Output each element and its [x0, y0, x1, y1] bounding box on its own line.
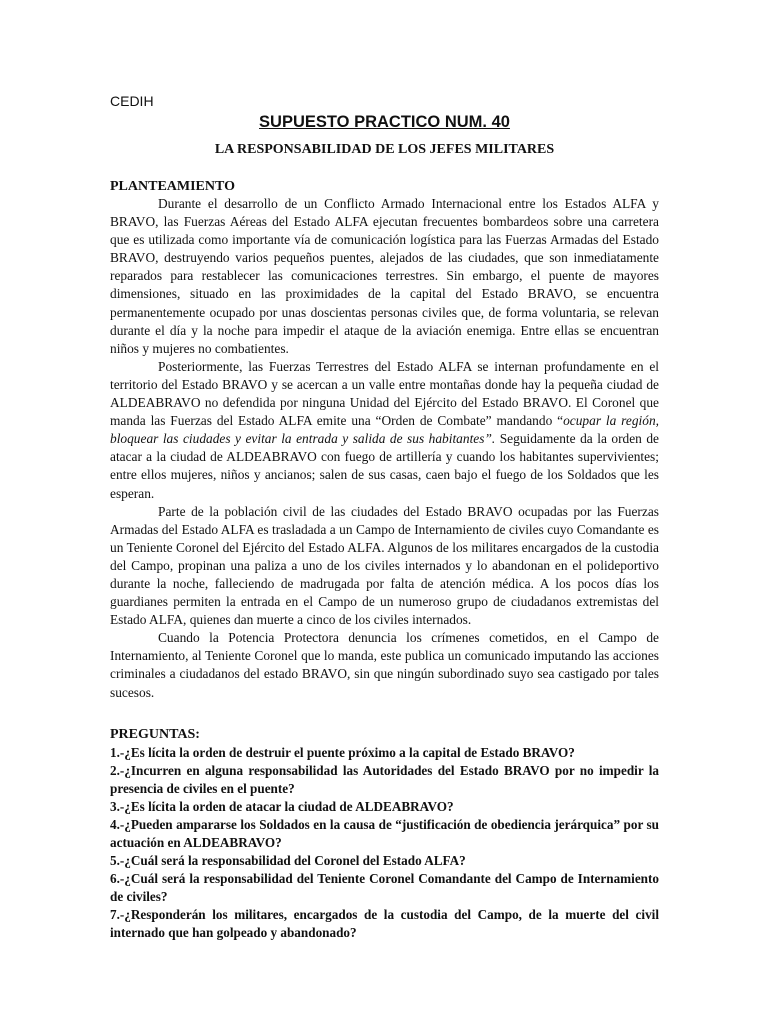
organization-label: CEDIH [110, 93, 154, 109]
paragraph-2-text-b: Seguidamente da la orden de atacar a la ciudad de ALDEABRAVO con fuego de artillería y cuando los habitantes supervivientes; entre ellos mujeres, niños y ancianos; salen de sus casas, caen bajo el fuego de los Soldados que les esperan. [110, 431, 659, 501]
question-item: 2.-¿Incurren en alguna responsabilidad las Autoridades del Estado BRAVO por no impedir la presencia de civiles en el puente? [110, 762, 659, 796]
question-item: 6.-¿Cuál será la responsabilidad del Teniente Coronel Comandante del Campo de Internamiento de civiles? [110, 870, 659, 904]
preguntas-heading: PREGUNTAS: [110, 726, 200, 742]
question-item: 1.-¿Es lícita la orden de destruir el puente próximo a la capital de Estado BRAVO? [110, 744, 575, 760]
question-item: 3.-¿Es lícita la orden de atacar la ciudad de ALDEABRAVO? [110, 798, 454, 814]
paragraph-2 [110, 358, 659, 503]
question-item: 4.-¿Pueden ampararse los Soldados en la causa de “justificación de obediencia jerárquica” por su actuación en ALDEABRAVO? [110, 816, 659, 850]
paragraph-2-text-a: Posteriormente, las Fuerzas Terrestres del Estado ALFA se internan profundamente en el territorio del Estado BRAVO y se acercan a un valle entre montañas donde hay la pequeña ciudad de ALDEABRAVO no defendida por ninguna Unidad del Ejército del Estado BRAVO. El Coronel que manda las Fuerzas del Estado ALFA emite una “Orden de Combate” mandando “ [110, 358, 659, 429]
paragraph-4: Cuando la Potencia Protectora denuncia los crímenes cometidos, en el Campo de Internamiento, al Teniente Coronel que lo manda, este publica un comunicado imputando las acciones criminales a ciudadanos del estado BRAVO, sin que ningún subordinado suyo sea castigado por tales sucesos. [110, 630, 659, 700]
planteamiento-heading: PLANTEAMIENTO [110, 179, 235, 194]
document-page [110, 90, 659, 942]
document-title: SUPUESTO PRACTICO NUM. 40 [259, 113, 510, 131]
paragraph-1: Durante el desarrollo de un Conflicto Armado Internacional entre los Estados ALFA y BRAVO, las Fuerzas Aéreas del Estado ALFA ejecutan frecuentes bombardeos sobre una carretera que es utilizada como importante vía de comunicación logística para las Fuerzas Armadas del Estado BRAVO, destruyendo varios pequeños puentes, alejados de las ciudades, que son inmediatamente reparados para restablecer las comunicaciones terrestres. Sin embargo, el puente de mayores dimensiones, situado en las proximidades de la capital del Estado BRAVO, se encuentra permanentemente ocupado por unas doscientas personas civiles que, de forma voluntaria, se relevan durante el día y la noche para impedir el ataque de la aviación enemiga. Entre ellas se encuentran niños y mujeres no combatientes. [110, 196, 659, 356]
paragraph-2-quote: ocupar la región, bloquear las ciudades y evitar la entrada y salida de sus habitantes”. [110, 413, 659, 447]
question-item: 5.-¿Cuál será la responsabilidad del Coronel del Estado ALFA? [110, 852, 466, 868]
paragraph-3: Parte de la población civil de las ciudades del Estado BRAVO ocupadas por las Fuerzas Armadas del Estado ALFA es trasladada a un Campo de Internamiento de civiles cuyo Comandante es un Teniente Coronel del Ejército del Estado ALFA. Algunos de los militares encargados de la custodia del Campo, propinan una paliza a uno de los civiles internados y lo abandonan en el polideportivo durante la noche, falleciendo de madrugada por falta de atención médica. A los pocos días los guardianes permiten la entrada en el Campo de un numeroso grupo de ciudadanos extremistas del Estado ALFA, quienes dan muerte a cinco de los civiles internados. [110, 503, 659, 628]
question-item: 7.-¿Responderán los militares, encargados de la custodia del Campo, de la muerte del civil internado que han golpeado y abandonado? [110, 906, 659, 940]
document-subtitle: LA RESPONSABILIDAD DE LOS JEFES MILITARES [214, 142, 555, 157]
